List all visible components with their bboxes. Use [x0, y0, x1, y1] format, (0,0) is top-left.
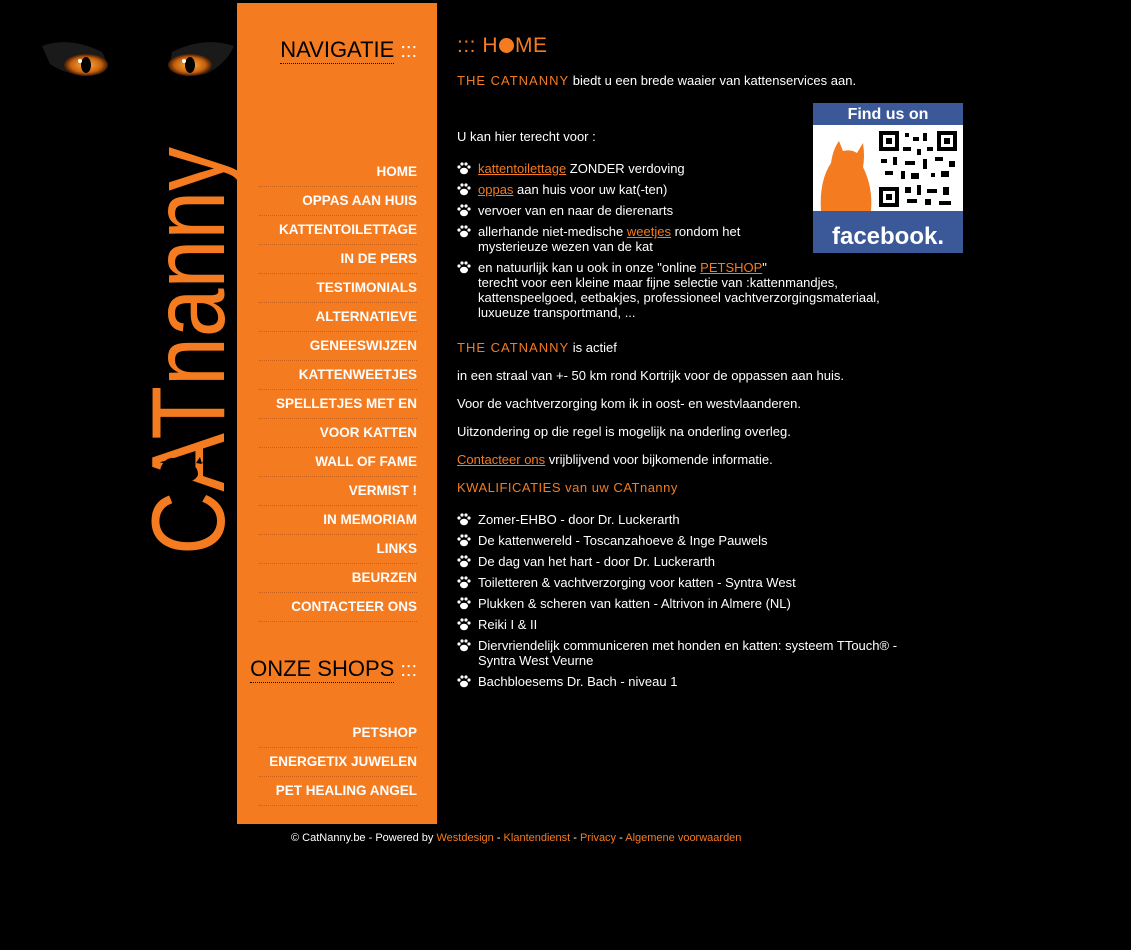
page-title-prefix: :::: [457, 34, 477, 57]
service-text: allerhande niet-medische: [478, 224, 627, 239]
qualification-item: [457, 533, 977, 548]
qualification-text: Bachbloesems Dr. Bach - niveau 1: [478, 674, 678, 689]
footer-copyright: © CatNanny.be - Powered by: [291, 832, 437, 844]
intro-text: [457, 73, 856, 88]
brand-name: THE CATNANNY: [457, 73, 570, 88]
main-menu: [259, 158, 417, 622]
service-text: rondom het: [670, 224, 741, 239]
service-text: terecht voor een kleine maar fijne selectie van :kattenmandjes,: [478, 275, 838, 290]
nav-item-in-memoriam[interactable]: IN MEMORIAM: [259, 506, 417, 535]
qualification-text: De dag van het hart - door Dr. Luckerarth: [478, 554, 716, 569]
link-kattentoilettage[interactable]: kattentoilettage: [478, 161, 567, 176]
paw-icon: [457, 596, 471, 610]
shop-item-petshop[interactable]: PETSHOP: [259, 719, 417, 748]
qualification-text: Diervriendelijk communiceren met honden en katten: systeem TTouch® -: [478, 638, 898, 653]
shops-title: ONZE SHOPS: [250, 656, 395, 681]
paw-icon: [457, 554, 471, 568]
qualification-item: [457, 575, 977, 590]
navigation-title: NAVIGATIE: [280, 37, 395, 62]
exception-text: Uitzondering op die regel is mogelijk na onderling overleg.: [457, 424, 791, 439]
footer-link-privacy[interactable]: Privacy: [580, 832, 617, 844]
qualification-item: [457, 512, 977, 527]
shops-menu: [259, 719, 417, 806]
qualifications-list: [457, 512, 977, 695]
nav-item-home[interactable]: HOME: [259, 158, 417, 187]
catnanny-logo: [131, 71, 247, 555]
link-contacteer-ons[interactable]: Contacteer ons: [457, 452, 546, 467]
service-text: mysterieuze wezen van de kat: [478, 239, 653, 254]
navigation-sidebar: [237, 3, 437, 824]
cat-eyes-image: [40, 38, 236, 86]
service-text: ": [762, 260, 767, 275]
qualification-text: Syntra West Veurne: [478, 653, 594, 668]
paw-icon: [457, 617, 471, 631]
service-text: luxueuze transportmand, ...: [478, 305, 636, 320]
radius-text: in een straal van +- 50 km rond Kortrijk voor de oppassen aan huis.: [457, 368, 844, 383]
qualification-text: Plukken & scheren van katten - Altrivon in Almere (NL): [478, 596, 791, 611]
intro-rest: biedt u een brede waaier van kattenservices aan.: [569, 73, 857, 88]
nav-item-spelletjes[interactable]: SPELLETJES MET EN: [259, 390, 417, 419]
service-item: [457, 260, 977, 320]
nav-item-beurzen[interactable]: BEURZEN: [259, 564, 417, 593]
nav-item-in-de-pers[interactable]: IN DE PERS: [259, 245, 417, 274]
link-oppas[interactable]: oppas: [478, 182, 514, 197]
service-text: aan huis voor uw kat(-ten): [513, 182, 668, 197]
link-weetjes[interactable]: weetjes: [626, 224, 671, 239]
paw-icon: [457, 224, 471, 238]
paw-icon: [457, 533, 471, 547]
service-text: vervoer van en naar de dierenarts: [478, 203, 674, 218]
footer: [291, 832, 741, 844]
qualification-text: De kattenwereld - Toscanzahoeve & Inge Pauwels: [478, 533, 768, 548]
service-text: kattenspeelgoed, eetbakjes, professioneel vachtverzorgingsmateriaal,: [478, 290, 880, 305]
services-intro: U kan hier terecht voor :: [457, 129, 596, 144]
nav-item-voor-katten[interactable]: VOOR KATTEN: [259, 419, 417, 448]
contact-text: [457, 452, 773, 467]
contact-rest: vrijblijvend voor bijkomende informatie.: [545, 452, 773, 467]
shop-item-energetix[interactable]: ENERGETIX JUWELEN: [259, 748, 417, 777]
nav-item-geneeswijzen[interactable]: GENEESWIJZEN: [259, 332, 417, 361]
footer-separator: -: [493, 832, 504, 844]
nav-item-oppas[interactable]: OPPAS AAN HUIS: [259, 187, 417, 216]
qualification-text: Reiki I & II: [478, 617, 538, 632]
svg-text:CATnanny: CATnanny: [131, 71, 247, 555]
qualification-text: Zomer-EHBO - door Dr. Luckerarth: [478, 512, 680, 527]
nav-item-links[interactable]: LINKS: [259, 535, 417, 564]
shops-heading: [250, 656, 417, 682]
nav-item-vermist[interactable]: VERMIST !: [259, 477, 417, 506]
nav-item-testimonials[interactable]: TESTIMONIALS: [259, 274, 417, 303]
shop-item-pet-healing-angel[interactable]: PET HEALING ANGEL: [259, 777, 417, 806]
nav-item-alternatieve[interactable]: ALTERNATIEVE: [259, 303, 417, 332]
qualification-item: [457, 674, 977, 689]
navigation-title-suffix: :::: [400, 40, 417, 62]
paw-icon: [457, 638, 471, 652]
service-text: ZONDER verdoving: [566, 161, 685, 176]
paw-icon: [457, 512, 471, 526]
paw-icon: [457, 161, 471, 175]
page-title-h: H: [482, 34, 499, 57]
nav-item-kattenweetjes[interactable]: KATTENWEETJES: [259, 361, 417, 390]
active-text: [457, 340, 617, 355]
paw-icon: [457, 203, 471, 217]
qualifications-title: KWALIFICATIES van uw CATnanny: [457, 480, 678, 495]
paw-icon: [457, 575, 471, 589]
service-text: en natuurlijk kan u ook in onze "online: [478, 260, 701, 275]
nav-item-kattentoilettage[interactable]: KATTENTOILETTAGE: [259, 216, 417, 245]
page-title: [457, 34, 548, 58]
navigation-heading: [280, 37, 417, 63]
qualification-item: [457, 617, 977, 632]
page-title-me: ME: [515, 34, 548, 57]
footer-link-klantendienst[interactable]: Klantendienst: [503, 832, 571, 844]
svg-text:facebook.: facebook.: [831, 223, 945, 250]
paw-icon: [457, 674, 471, 688]
footer-separator: -: [570, 832, 580, 844]
facebook-qr-badge[interactable]: [813, 103, 963, 253]
qualification-item: [457, 596, 977, 611]
svg-text:Find us on: Find us on: [847, 106, 929, 123]
grooming-text: Voor de vachtverzorging kom ik in oost- en westvlaanderen.: [457, 396, 801, 411]
paw-icon: [457, 182, 471, 196]
shops-title-suffix: :::: [400, 659, 417, 681]
paw-icon: [457, 260, 471, 274]
qualification-item: [457, 554, 977, 569]
brand-column: [0, 0, 247, 700]
brand-name: THE CATNANNY: [457, 340, 570, 355]
qualification-item: [457, 638, 977, 668]
footer-link-voorwaarden[interactable]: Algemene voorwaarden: [625, 832, 742, 844]
link-petshop[interactable]: PETSHOP: [700, 260, 763, 275]
footer-separator: -: [616, 832, 626, 844]
paw-o-icon: [499, 38, 514, 53]
nav-item-wall-of-fame[interactable]: WALL OF FAME: [259, 448, 417, 477]
qr-code-icon: [877, 129, 959, 209]
footer-link-westdesign[interactable]: Westdesign: [436, 832, 494, 844]
qualification-text: Toiletteren & vachtverzorging voor katten - Syntra West: [478, 575, 796, 590]
nav-item-contacteer-ons[interactable]: CONTACTEER ONS: [259, 593, 417, 622]
active-rest: is actief: [569, 340, 617, 355]
